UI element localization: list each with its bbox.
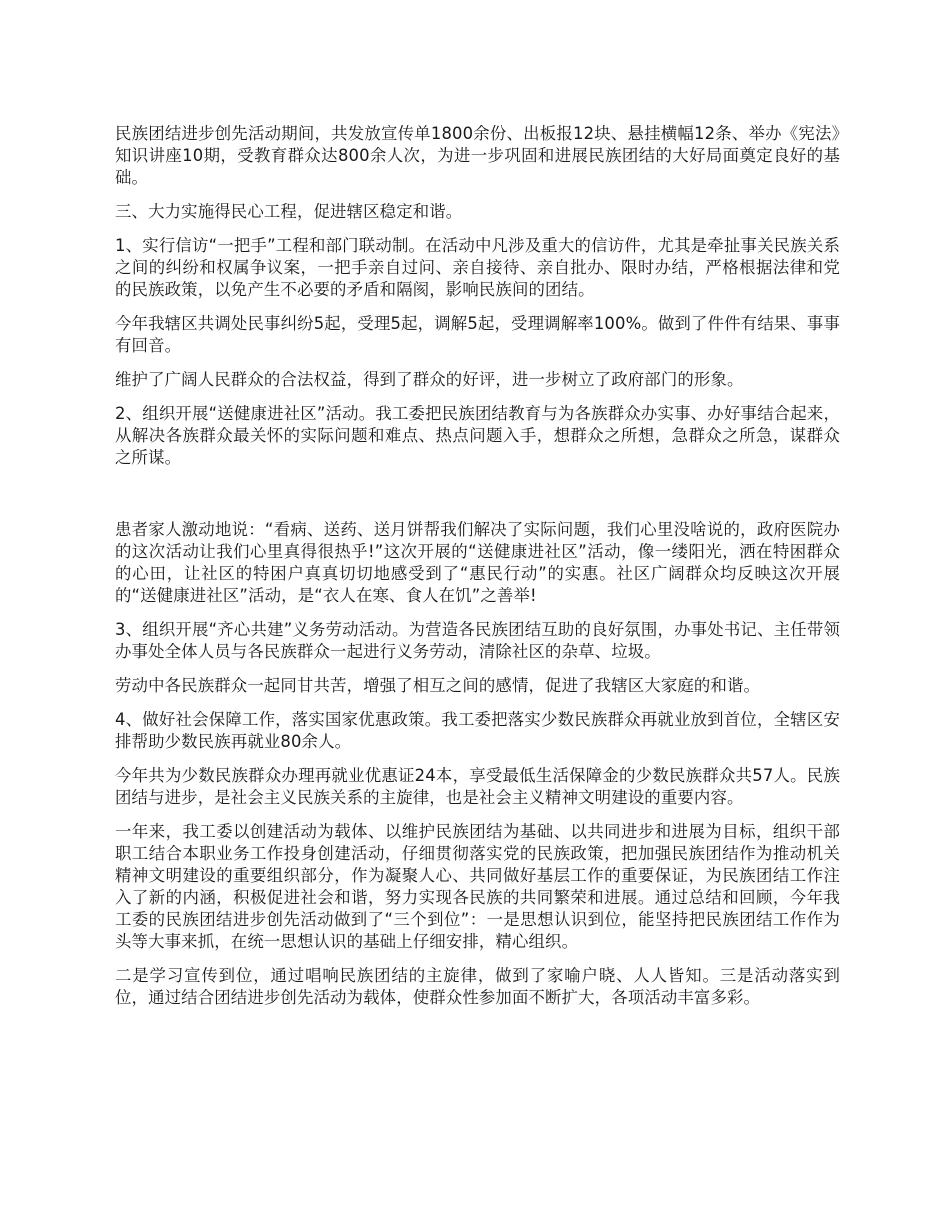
paragraph-gap bbox=[115, 481, 840, 519]
paragraph: 3、组织开展“齐心共建”义务劳动活动。为营造各民族团结互助的良好氛围，办事处书记、主任带领办事处全体人员与各民族群众一起进行义务劳动，清除社区的杂草、垃圾。 bbox=[115, 620, 840, 661]
paragraph: 劳动中各民族群众一起同甘共苦，增强了相互之间的感情，促进了我辖区大家庭的和谐。 bbox=[115, 676, 761, 695]
paragraph: 一年来，我工委以创建活动为载体、以维护民族团结为基础、以共同进步和进展为目标，组织干部职工结合本职业务工作投身创建活动，仔细贯彻落实党的民族政策，把加强民族团结作为推动机关精神文明建设的重要组织部分，作为凝聚人心、共同做好基层工作的重要保证，为民族团结工作注入了新的内涵，积极促进社会和谐，努力实现各民族的共同繁荣和进展。通过总结和回顾，今年我工委的民族团结进步创先活动做到了“三个到位”：一是思想认识到位，能坚持把民族团结工作作为头等大事来抓，在统一思想认识的基础上仔细安排，精心组织。 bbox=[115, 822, 840, 951]
paragraph: 二是学习宣传到位，通过唱响民族团结的主旋律，做到了家喻户晓、人人皆知。三是活动落实到位，通过结合团结进步创先活动为载体，使群众性参加面不断扩大，各项活动丰富多彩。 bbox=[115, 966, 840, 1007]
paragraph: 今年共为少数民族群众办理再就业优惠证24本，享受最低生活保障金的少数民族群众共57人。民族团结与进步，是社会主义民族关系的主旋律，也是社会主义精神文明建设的重要内容。 bbox=[115, 766, 840, 807]
paragraph: 维护了广阔人民群众的合法权益，得到了群众的好评，进一步树立了政府部门的形象。 bbox=[115, 370, 744, 389]
document-body bbox=[115, 123, 840, 1021]
paragraph: 患者家人激动地说：“看病、送药、送月饼帮我们解决了实际问题，我们心里没啥说的，政府医院办的这次活动让我们心里真得很热乎!”这次开展的“送健康进社区”活动，像一缕阳光，洒在特困群众的心田，让社区的特困户真真切切地感受到了“惠民行动”的实惠。社区广阔群众均反映这次开展的“送健康进社区”活动，是“衣人在寒、食人在饥”之善举! bbox=[115, 520, 840, 605]
paragraph: 2、组织开展“送健康进社区”活动。我工委把民族团结教育与为各族群众办实事、办好事结合起来，从解决各族群众最关怀的实际问题和难点、热点问题入手，想群众之所想，急群众之所急，谋群众之所谋。 bbox=[115, 404, 840, 467]
paragraph: 民族团结进步创先活动期间，共发放宣传单1800余份、出板报12块、悬挂横幅12条、举办《宪法》知识讲座10期，受教育群众达800余人次，为进一步巩固和进展民族团结的大好局面奠定良好的基础。 bbox=[115, 124, 840, 187]
section-heading: 三、大力实施得民心工程，促进辖区稳定和谐。 bbox=[115, 202, 463, 221]
paragraph: 今年我辖区共调处民事纠纷5起，受理5起，调解5起，受理调解率100%。做到了件件有结果、事事有回音。 bbox=[115, 314, 840, 355]
paragraph: 1、实行信访“一把手”工程和部门联动制。在活动中凡涉及重大的信访件，尤其是牵扯事关民族关系之间的纠纷和权属争议案，一把手亲自过问、亲自接待、亲自批办、限时办结，严格根据法律和党的民族政策，以免产生不必要的矛盾和隔阂，影响民族间的团结。 bbox=[115, 236, 840, 299]
paragraph: 4、做好社会保障工作，落实国家优惠政策。我工委把落实少数民族群众再就业放到首位，全辖区安排帮助少数民族再就业80余人。 bbox=[115, 710, 840, 751]
